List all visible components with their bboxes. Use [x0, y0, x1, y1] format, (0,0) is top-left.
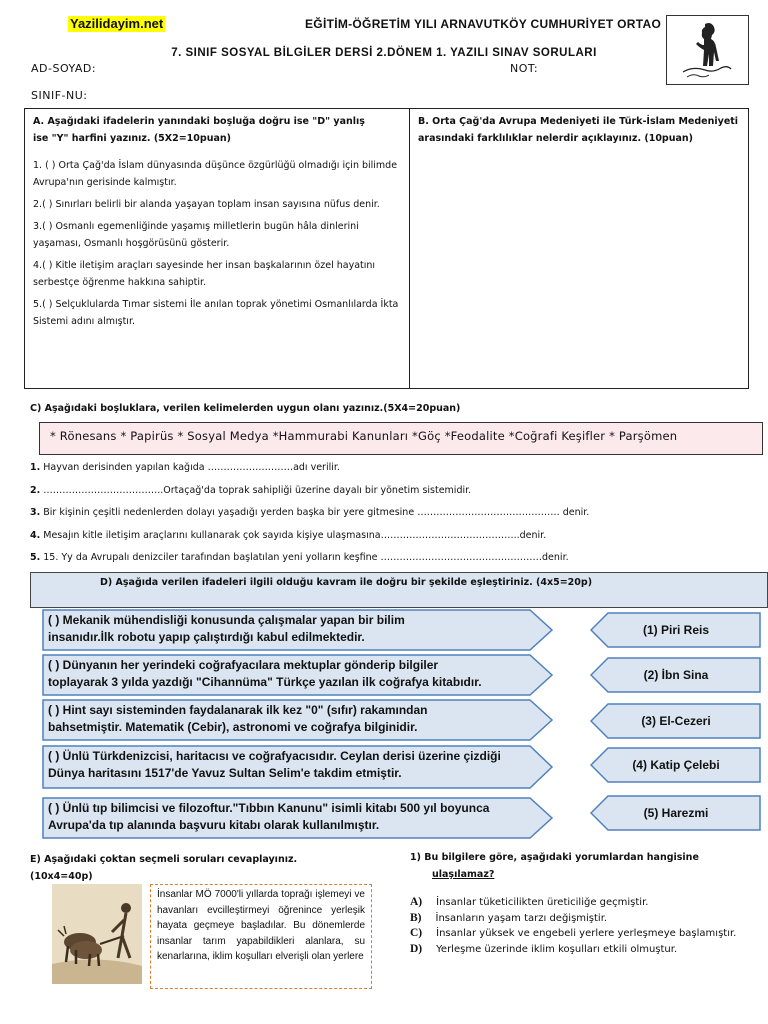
choice-c	[410, 926, 760, 942]
farmer-plough-icon	[52, 884, 142, 984]
fill-blank-number: 2.	[30, 485, 41, 496]
statement-line: ( ) Ünlü tıp bilimcisi ve filozoftur."Tıbbın Kanunu" isimli kitabı 500 yıl boyunca	[48, 801, 490, 815]
matching-option	[590, 795, 762, 831]
section-ab-table	[24, 108, 749, 389]
fill-blank-number: 1.	[30, 462, 41, 473]
true-false-item: 3.( ) Osmanlı egemenliğinde yaşamış milletlerin bugün hâla dinlerini yaşaması, Osmanlı hoşgörüsünü gösterir.	[33, 221, 359, 249]
statement-line: Avrupa'da tıp alanında başvuru kitabı olarak kullanılmıştır.	[48, 818, 380, 832]
true-false-item: 5.( ) Selçuklularda Tımar sistemi İle anılan toprak yönetimi Osmanlılarda İkta Sistemi adını almıştır.	[33, 299, 399, 327]
statement-text	[48, 702, 518, 736]
fill-blank-number: 4.	[30, 530, 41, 541]
choice-letter: C)	[410, 927, 423, 939]
true-false-item: 4.( ) Kitle iletişim araçları sayesinde her insan başkalarının özel hayatını serbestçe öğrenme hakkına sahiptir.	[33, 260, 376, 288]
section-a-heading-line2: ise "Y" harfini yazınız. (5X2=10puan)	[33, 133, 231, 144]
statement-line: insanıdır.İlk robotu yapıp çalıştırdığı kabul edilmektedir.	[48, 630, 365, 644]
statement-line: ( ) Ünlü Türkdenizcisi, haritacısı ve coğrafyacısıdır. Ceylan derisi üzerine çizdiği	[48, 749, 501, 763]
section-e-heading-line: (10x4=40p)	[30, 871, 93, 882]
option-label: (2) İbn Sina	[643, 668, 709, 682]
statement-text	[48, 657, 518, 691]
choice-text: İnsanlar yüksek ve engebeli yerlere yerleşmeye başlamıştır.	[436, 928, 737, 939]
section-b-heading: B. Orta Çağ'da Avrupa Medeniyeti ile Türk-İslam Medeniyeti arasındaki farklılıklar nelerdir açıklayınız. (10puan)	[418, 116, 739, 144]
choice-text: İnsanların yaşam tarzı değişmiştir.	[435, 912, 608, 924]
statement-line: toplayarak 3 yılda yazdığı "Cihannüma" Türkçe yazılan ilk coğrafya kitabıdır.	[48, 675, 482, 689]
section-b	[410, 109, 748, 388]
statement-text	[48, 612, 518, 646]
fill-blank-item	[30, 552, 569, 563]
exam-title: 7. SINIF SOSYAL BİLGİLER DERSİ 2.DÖNEM 1. YAZILI SINAV SORULARI	[171, 47, 597, 59]
section-a-heading-line1: A. Aşağıdaki ifadelerin yanındaki boşluğa doğru ise "D" yanlış	[33, 116, 365, 127]
question-1-stem: 1) Bu bilgilere göre, aşağıdaki yorumlardan hangisine	[410, 852, 699, 863]
fill-blank-item	[30, 485, 471, 496]
fill-blank-number: 3.	[30, 507, 41, 518]
question-1-emphasis: ulaşılamaz?	[432, 869, 495, 880]
choice-b	[410, 911, 760, 927]
statement-line: ( ) Dünyanın her yerindeki coğrafyacılara mektuplar gönderip bilgiler	[48, 658, 439, 672]
option-label: (1) Piri Reis	[642, 623, 710, 637]
reading-passage: İnsanlar MÖ 7000'li yıllarda toprağı işlemeyi ve havanları evcilleştirmeyi öğrenince yerleşik hayata geçmeye başladılar. Bu dönemlerde insanlar tarım yapabildikleri alanlara, su kenarlarına, iklim koşulları elverişli olan yerlere	[150, 884, 372, 989]
matching-option	[590, 612, 762, 648]
choice-text: Yerleşme üzerinde iklim koşulları etkili olmuştur.	[436, 943, 678, 955]
matching-statement	[42, 797, 554, 839]
fill-blank-item	[30, 530, 546, 541]
choice-d	[410, 942, 760, 958]
option-label: (4) Katip Çelebi	[632, 758, 720, 772]
statement-line: bahsetmiştir. Matematik (Cebir), astronomi ve coğrafya bilginidir.	[48, 720, 418, 734]
fill-blank-item	[30, 462, 340, 473]
choice-letter: B)	[410, 911, 422, 924]
statement-line: Dünya haritasını 1517'de Yavuz Sultan Selim'e takdim etmiştir.	[48, 766, 402, 780]
statement-text	[48, 800, 518, 834]
statement-text	[48, 748, 518, 782]
word-bank: * Rönesans * Papirüs * Sosyal Medya *Hammurabi Kanunları *Göç *Feodalite *Coğrafi Keşifler * Parşömen	[39, 422, 763, 455]
matching-statement	[42, 609, 554, 651]
name-label: AD-SOYAD:	[31, 62, 97, 75]
choice-letter: D)	[410, 942, 423, 955]
site-brand: Yazilidayim.net	[70, 16, 164, 31]
matching-option	[590, 703, 762, 739]
choice-letter: A)	[410, 896, 423, 908]
matching-statement	[42, 745, 554, 789]
choice-text: İnsanlar tüketicilikten üreticiliğe geçmiştir.	[436, 897, 649, 908]
section-e-heading	[30, 851, 297, 885]
fill-blank-text: 15. Yy da Avrupalı denizciler tarafından başlatılan yeni yolların keşfine ……………………………………………denir.	[40, 552, 569, 563]
fill-blank-text: ………………………………..Ortaçağ'da toprak sahipliği üzerine dayalı bir yönetim sistemidir.	[40, 485, 472, 496]
grade-label: NOT:	[510, 62, 539, 75]
choice-a	[410, 895, 760, 911]
ox-plough-illustration	[52, 884, 142, 984]
question-1-choices	[410, 895, 760, 957]
matching-statement	[42, 699, 554, 741]
matching-option	[590, 657, 762, 693]
school-title: EĞİTİM-ÖĞRETİM YILI ARNAVUTKÖY CUMHURİYET ORTAO	[305, 17, 662, 31]
class-label: SINIF-NU:	[31, 89, 88, 102]
statement-line: ( ) Mekanik mühendisliği konusunda çalışmalar yapan bir bilim	[48, 613, 405, 627]
fill-blank-text: Bir kişinin çeşitli nedenlerden dolayı yaşadığı yerden başka bir yere gitmesine ……………………………………… denir.	[40, 507, 590, 518]
option-label: (3) El-Cezeri	[641, 714, 711, 728]
section-c-heading: C) Aşağıdaki boşluklara, verilen kelimelerden uygun olanı yazınız.(5X4=20puan)	[30, 403, 461, 414]
fill-blank-text: Hayvan derisinden yapılan kağıda ………………………adı verilir.	[40, 462, 340, 473]
matching-option	[590, 747, 762, 783]
statement-line: ( ) Hint sayı sisteminden faydalanarak ilk kez "0" (sıfır) rakamından	[48, 703, 428, 717]
true-false-item: 2.( ) Sınırları belirli bir alanda yaşayan toplam insan sayısına nüfus denir.	[33, 199, 380, 210]
fill-blank-text: Mesajın kitle iletişim araçlarını kullanarak çok sayıda kişiye ulaşmasına……………………………………..denir.	[40, 530, 547, 541]
option-label: (5) Harezmi	[643, 806, 709, 820]
matching-statement	[42, 654, 554, 696]
question-1	[410, 849, 699, 883]
section-d-heading: D) Aşağıda verilen ifadeleri ilgili olduğu kavram ile doğru bir şekilde eşleştiriniz. (4x5=20p)	[100, 577, 593, 588]
section-a	[25, 109, 410, 388]
fill-blank-item	[30, 507, 589, 518]
fill-blank-number: 5.	[30, 552, 41, 563]
true-false-item: 1. ( ) Orta Çağ'da İslam dünyasında düşünce özgürlüğü olmadığı için bilimde Avrupa'nın gerisinde kalmıştır.	[33, 160, 398, 188]
section-e-heading-line: E) Aşağıdaki çoktan seçmeli soruları cevaplayınız.	[30, 854, 298, 865]
